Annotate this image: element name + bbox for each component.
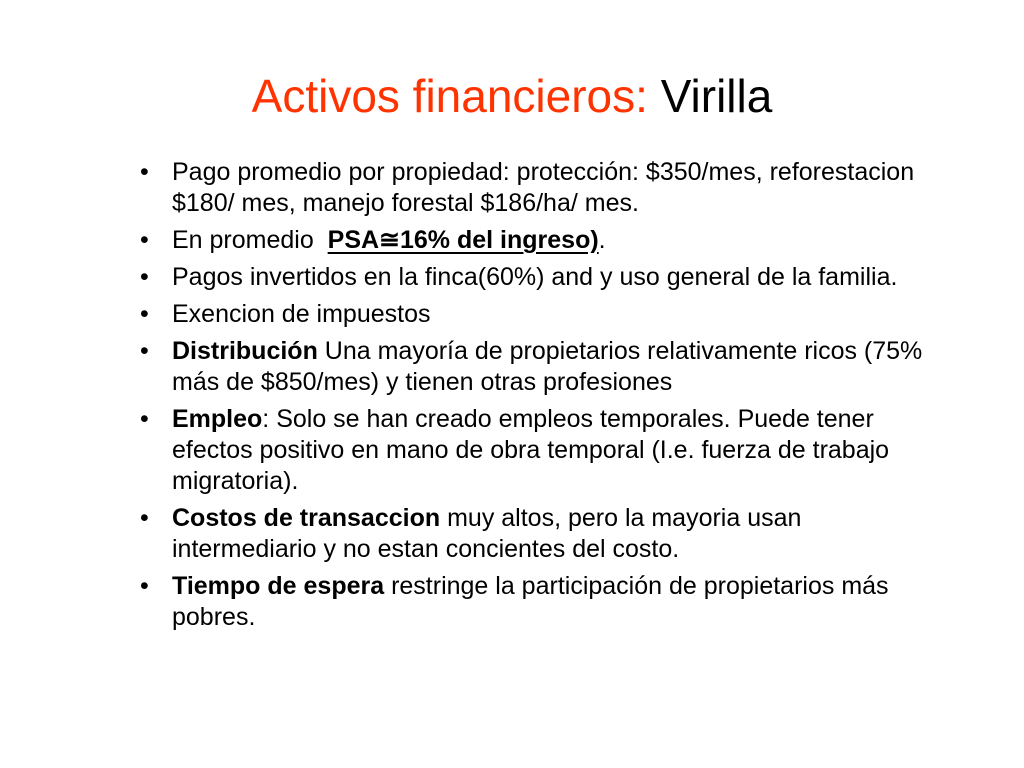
bullet-bold-lead: Tiempo de espera [172,572,385,600]
bullet-dot: • [140,504,149,532]
bullet-text-rest: restringe la participación de propietarios más pobres. [172,572,889,631]
bullet-bold-lead: Distribución [172,337,318,365]
bullet-bold-lead: Empleo [172,405,263,433]
bullet-item [140,225,940,256]
bullet-text-rest: muy altos, pero la mayoria usan intermediario y no estan concientes del costo. [172,504,802,563]
bullet-text-rest: Una mayoría de propietarios relativamente ricos (75% más de $850/mes) y tienen otras profesiones [172,337,923,396]
title-plain: Virilla [660,70,773,122]
bullet-list [140,157,940,639]
slide-title [0,66,1024,126]
bullet-text-post: . [598,226,606,254]
bullet-text-pre: En promedio [172,226,328,254]
title-accent: Activos financieros: [251,70,661,122]
bullet-dot: • [140,300,149,328]
bullet-text: Pagos invertidos en la finca(60%) and y uso general de la familia. [172,263,898,291]
bullet-item [140,336,940,398]
bullet-dot: • [140,337,149,365]
bullet-item [140,299,940,330]
bullet-item [140,262,940,293]
bullet-dot: • [140,158,149,186]
bullet-text-rest: : Solo se han creado empleos temporales. Puede tener efectos positivo en mano de obra temporal (I.e. fuerza de trabajo migratoria). [172,405,890,495]
bullet-dot: • [140,263,149,291]
bullet-item [140,157,940,219]
bullet-emphasis: PSA≅16% del ingreso) [327,226,599,254]
bullet-dot: • [140,572,149,600]
bullet-dot: • [140,226,149,254]
bullet-text: Exencion de impuestos [172,300,431,328]
bullet-item [140,503,940,565]
bullet-bold-lead: Costos de transaccion [172,504,441,532]
bullet-item [140,571,940,633]
bullet-item [140,404,940,497]
bullet-text: Pago promedio por propiedad: protección: $350/mes, reforestacion $180/ mes, manejo forestal $186/ha/ mes. [172,158,915,217]
bullet-dot: • [140,405,149,433]
